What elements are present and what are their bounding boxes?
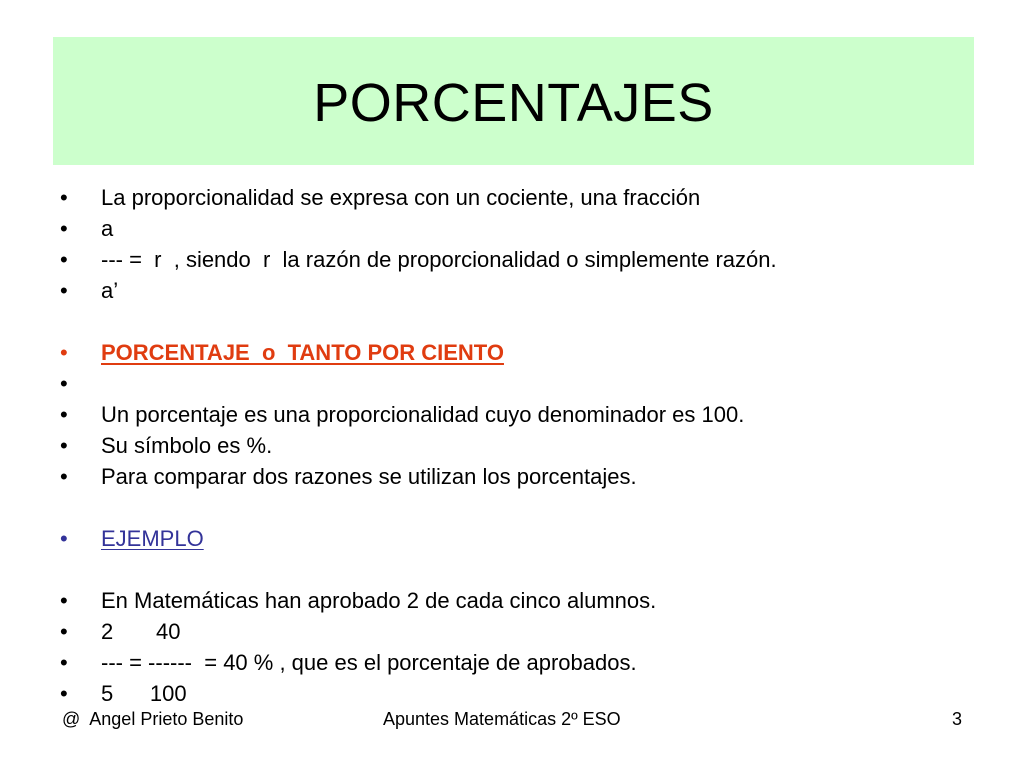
list-item [0,616,1024,647]
list-item [0,368,1024,399]
list-item [0,523,1024,554]
bullet-icon: • [60,216,68,241]
bullet-icon: • [60,402,68,427]
bullet-icon: • [60,433,68,458]
list-item [0,182,1024,213]
fraction-equation: --- = ------ = 40 % , que es el porcentaje de aprobados. [101,650,637,675]
bullet-icon: • [60,464,68,489]
page-number: 3 [952,709,963,729]
list-item [0,275,1024,306]
bullet-icon: • [60,340,68,365]
fraction-denominators: 5 100 [101,681,187,706]
list-item [0,399,1024,430]
bullet-icon: • [60,526,68,551]
bullet-icon: • [60,650,68,675]
list-item [0,430,1024,461]
list-item [0,213,1024,244]
list-item-text: Su símbolo es %. [101,433,273,458]
footer-author: @ Angel Prieto Benito [62,709,244,729]
list-item-text: En Matemáticas han aprobado 2 de cada cinco alumnos. [101,588,657,613]
fraction-numerator: a [101,216,114,241]
slide-title: PORCENTAJES [313,73,714,133]
bullet-icon: • [60,619,68,644]
list-item [0,647,1024,678]
list-item [0,244,1024,275]
bullet-icon: • [60,278,68,303]
list-item-text: La proporcionalidad se expresa con un cociente, una fracción [101,185,701,210]
example-link[interactable]: EJEMPLO [101,526,204,551]
ratio-definition: --- = r , siendo r la razón de proporcionalidad o simplemente razón. [101,247,777,272]
bullet-icon: • [60,588,68,613]
bullet-icon: • [60,371,68,396]
list-item [0,461,1024,492]
list-item [0,585,1024,616]
list-item [0,678,1024,709]
list-item-text: Un porcentaje es una proporcionalidad cuyo denominador es 100. [101,402,745,427]
bullet-icon: • [60,185,68,210]
bullet-icon: • [60,681,68,706]
list-item [0,337,1024,368]
section-heading-percentage: PORCENTAJE o TANTO POR CIENTO [101,340,504,365]
list-item-text: Para comparar dos razones se utilizan los porcentajes. [101,464,637,489]
title-box [53,37,974,165]
slide-footer [0,706,1024,732]
bullet-icon: • [60,247,68,272]
fraction-denominator: a’ [101,278,119,303]
fraction-numerators: 2 40 [101,619,181,644]
footer-course: Apuntes Matemáticas 2º ESO [383,709,621,729]
